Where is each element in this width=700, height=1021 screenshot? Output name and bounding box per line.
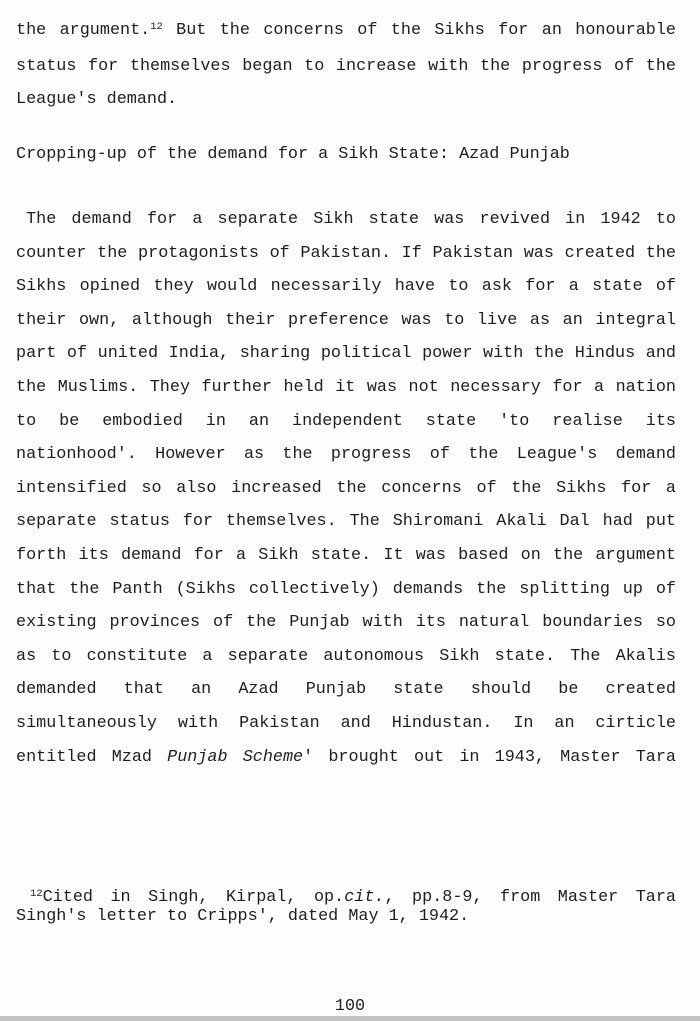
italic-text: cit. [344,888,385,907]
footnote-marker: 12 [30,887,43,900]
italic-text: Punjab Scheme [167,747,304,767]
text-line [16,539,676,573]
text-segment: that the Panth (Sikhs collectively) demands the splitting up of [16,579,676,599]
section-heading: Cropping-up of the demand for a Sikh State: Azad Punjab [16,145,570,164]
page-number: 100 [334,997,366,1016]
text-segment: simultaneously with Pakistan and Hindustan. In an cirticle [16,713,676,733]
text-segment: as to constitute a separate autonomous Sikh state. The Akalis [16,646,676,666]
text-line [16,371,676,405]
text-segment: forth its demand for a Sikh state. It was based on the argument [16,545,676,565]
text-line [16,741,676,775]
text-line [16,640,676,674]
text-line [16,83,676,117]
text-segment: their own, although their preference was to live as an integral [16,310,676,330]
body-paragraph [16,203,676,774]
text-segment: demanded that an Azad Punjab state should be created [16,680,676,700]
text-line [16,405,676,439]
paragraph-top [16,14,676,117]
text-line [16,908,676,925]
text-line [16,337,676,371]
text-segment: to be embodied in an independent state 'to realise its [16,411,676,431]
text-segment: existing provinces of the Punjab with its natural boundaries so [16,613,676,633]
scan-edge-band [0,1016,700,1021]
text-segment: part of united India, sharing political power with the Hindus and [16,344,676,364]
text-line [16,673,676,707]
text-line [16,50,676,84]
text-line [16,707,676,741]
text-line [16,606,676,640]
text-line [16,573,676,607]
text-segment: ' brought out in 1943, Master Tara [303,747,676,767]
text-segment: , pp.8-9, from Master Tara [384,888,676,907]
footnote [16,889,676,926]
text-segment: The demand for a separate Sikh state was revived in 1942 to [26,210,676,229]
text-segment: counter the protagonists of Pakistan. If Pakistan was created the [16,243,676,263]
text-line [16,14,676,50]
text-segment: status for themselves began to increase with the progress of the [16,56,676,76]
text-line [16,438,676,472]
footnote-marker: 12 [150,20,163,33]
text-line [16,237,676,271]
text-segment: nationhood'. However as the progress of the League's demand [16,445,676,465]
text-line [16,270,676,304]
text-segment: the Muslims. They further held it was not necessary for a nation [16,377,676,397]
text-line [16,304,676,338]
text-segment: intensified so also increased the concerns of the Sikhs for a [16,478,676,498]
text-line [16,203,676,237]
text-segment: League's demand. [16,90,178,110]
text-line [16,472,676,506]
text-segment: the argument. [16,21,151,40]
text-line [16,889,676,908]
text-segment: Singh's letter to Cripps', dated May 1, 1942. [16,907,470,927]
text-segment: separate status for themselves. The Shiromani Akali Dal had put [16,512,676,532]
text-segment: Cited in Singh, Kirpal, op. [42,888,345,907]
text-segment: entitled Mzad [16,747,168,767]
section-heading-block [16,138,676,172]
text-segment: Sikhs opined they would necessarily have to ask for a state of [16,277,676,297]
text-segment: But the concerns of the Sikhs for an honourable [162,21,676,40]
text-line [16,505,676,539]
